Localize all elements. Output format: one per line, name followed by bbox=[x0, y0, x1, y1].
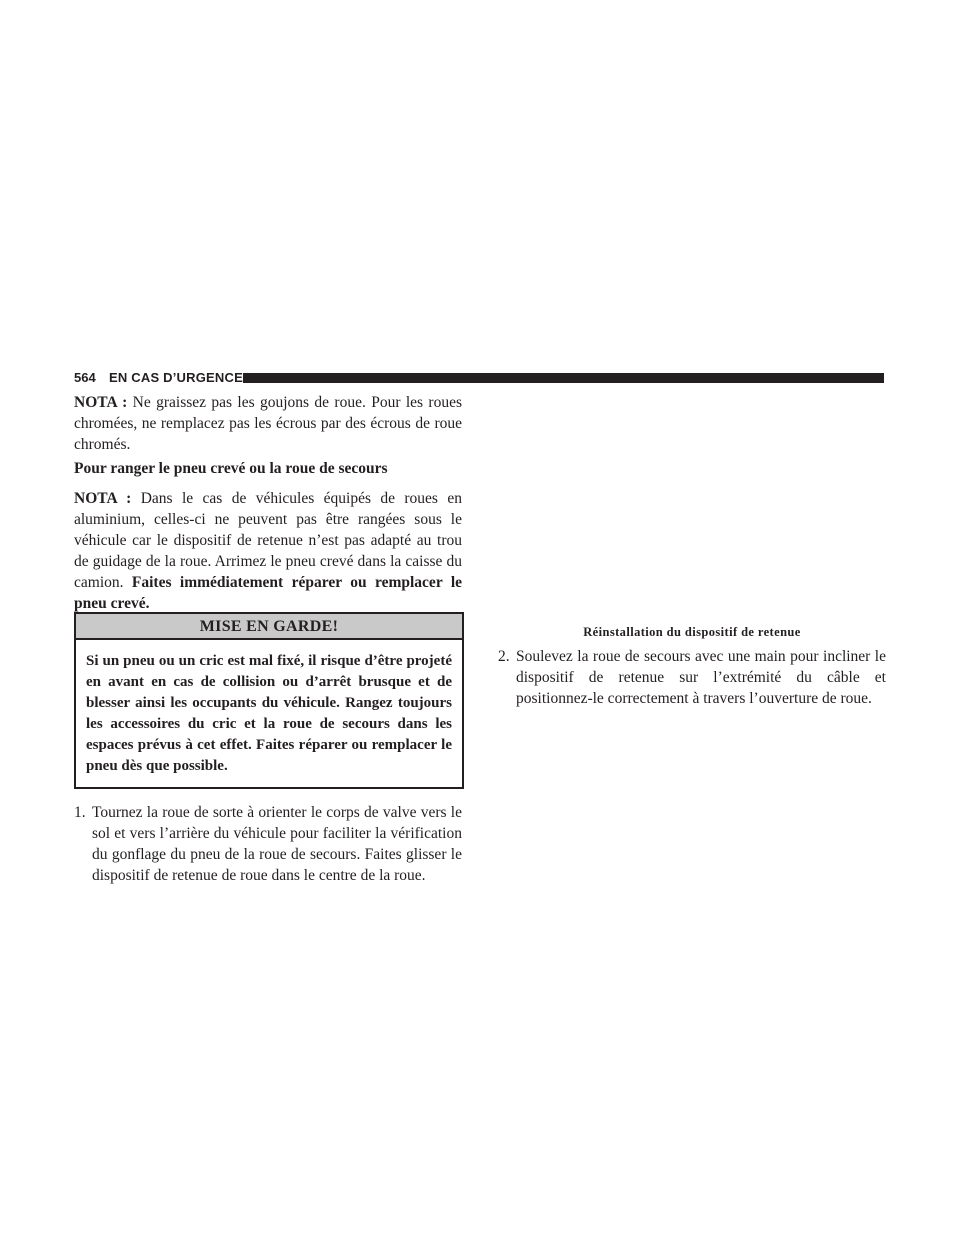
warning-title: MISE EN GARDE! bbox=[76, 614, 462, 640]
step-number: 1. bbox=[74, 804, 86, 821]
step-2 bbox=[498, 646, 886, 709]
step-text: Soulevez la roue de secours avec une main pour incliner le dispositif de retenue sur l’extrémité du câble et positionnez-le correctement à travers l’ouverture de roue. bbox=[516, 648, 886, 707]
step-1 bbox=[74, 802, 462, 886]
figure-caption: Réinstallation du dispositif de retenue bbox=[583, 625, 801, 639]
note-text: Ne graissez pas les goujons de roue. Pour les roues chromées, ne remplacez pas les écrous par des écrous de roue chromés. bbox=[74, 394, 462, 453]
note-label: NOTA : bbox=[74, 490, 132, 507]
note-paragraph-2 bbox=[74, 488, 462, 614]
page-header bbox=[74, 371, 884, 385]
page-number: 564 bbox=[74, 370, 96, 385]
step-text: Tournez la roue de sorte à orienter le corps de valve vers le sol et vers l’arrière du véhicule pour faciliter la vérification du gonflage du pneu de la roue de secours. Faites glisser le dispositif de retenue de roue dans le centre de la roue. bbox=[92, 804, 462, 884]
step-number: 2. bbox=[498, 648, 510, 665]
note-text: Dans le cas de véhicules équipés de roues en aluminium, celles-ci ne peuvent pas être rangées sous le véhicule car le dispositif de retenue n’est pas adapté au trou de guidage de la roue. Arrimez le pneu crevé dans la caisse du camion. bbox=[74, 490, 462, 591]
note-paragraph-1 bbox=[74, 392, 462, 455]
note-label: NOTA : bbox=[74, 394, 128, 411]
header-rule bbox=[243, 373, 884, 383]
warning-box bbox=[74, 612, 464, 789]
warning-text: Si un pneu ou un cric est mal fixé, il risque d’être projeté en avant en cas de collision ou d’arrêt brusque et de blesser ainsi les occupants du véhicule. Rangez toujours les accessoires du cric et la roue de secours dans les espaces prévus à cet effet. Faites réparer ou remplacer le pneu dès que possible. bbox=[86, 653, 452, 774]
section-title: EN CAS D’URGENCE bbox=[109, 370, 243, 385]
note-bold-text: Faites immédiatement réparer ou remplacer le pneu crevé. bbox=[74, 574, 463, 612]
subheading: Pour ranger le pneu crevé ou la roue de secours bbox=[74, 460, 388, 477]
